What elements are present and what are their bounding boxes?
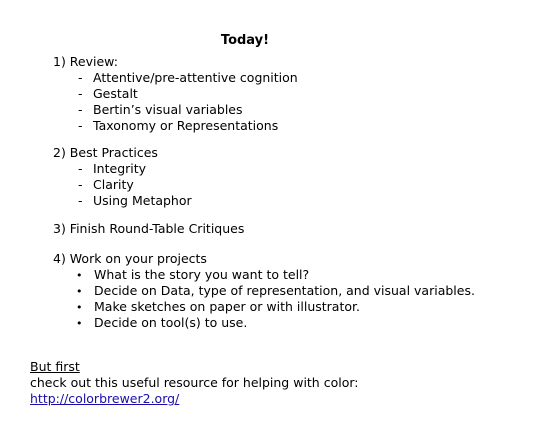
section-3-heading: 3) Finish Round-Table Critiques <box>53 221 245 236</box>
list-item <box>78 70 298 86</box>
bullet-marker: • <box>76 269 83 282</box>
footer-text: check out this useful resource for helping with color: <box>30 375 359 390</box>
bullet-marker: • <box>76 285 83 298</box>
dash-marker: - <box>78 193 83 208</box>
list-item-text: Gestalt <box>93 86 138 101</box>
list-item-text: Using Metaphor <box>93 193 192 208</box>
list-item-text: Taxonomy or Representations <box>93 118 279 133</box>
list-item-text: Clarity <box>93 177 134 192</box>
list-item <box>76 283 475 300</box>
dash-marker: - <box>78 70 83 85</box>
list-item <box>78 118 278 134</box>
dash-marker: - <box>78 118 83 133</box>
bullet-marker: • <box>76 317 83 330</box>
list-item-text: Bertin’s visual variables <box>93 102 243 117</box>
list-item <box>78 193 192 209</box>
section-4-heading: 4) Work on your projects <box>53 251 207 266</box>
bullet-marker: • <box>76 301 83 314</box>
list-item <box>78 86 138 102</box>
list-item <box>78 161 146 177</box>
section-1-heading: 1) Review: <box>53 54 118 69</box>
list-item <box>76 315 247 332</box>
list-item <box>76 267 309 284</box>
dash-marker: - <box>78 177 83 192</box>
section-2-heading: 2) Best Practices <box>53 145 158 160</box>
list-item-text: Decide on tool(s) to use. <box>94 315 248 330</box>
colorbrewer-link[interactable]: http://colorbrewer2.org/ <box>30 391 180 406</box>
list-item <box>76 299 360 316</box>
list-item-text: Attentive/pre-attentive cognition <box>93 70 298 85</box>
list-item-text: Integrity <box>93 161 147 176</box>
dash-marker: - <box>78 86 83 101</box>
list-item-text: What is the story you want to tell? <box>94 267 310 282</box>
dash-marker: - <box>78 161 83 176</box>
footer-heading: But first <box>30 359 80 374</box>
list-item <box>78 102 243 118</box>
list-item <box>78 177 134 193</box>
list-item-text: Make sketches on paper or with illustrator. <box>94 299 360 314</box>
page-title: Today! <box>220 33 270 48</box>
list-item-text: Decide on Data, type of representation, and visual variables. <box>94 283 475 298</box>
dash-marker: - <box>78 102 83 117</box>
